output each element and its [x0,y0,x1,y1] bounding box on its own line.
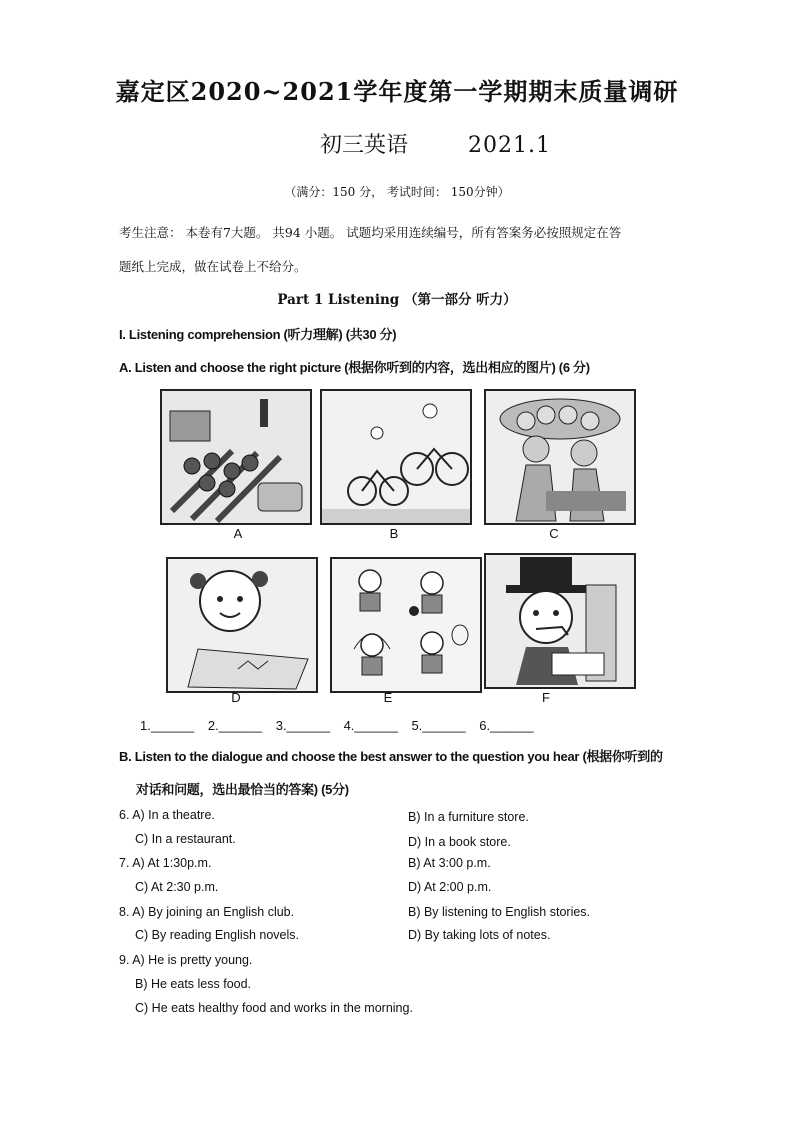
exam-title: 嘉定区2020~2021学年度第一学期期末质量调研 [115,77,679,106]
picture-b-label: B [389,526,399,541]
picture-c-label: C [549,526,559,541]
q9-option-b[interactable]: B) He eats less food. [135,977,252,991]
q7-option-b[interactable]: B) At 3:00 p.m. [408,856,491,870]
bicycle-riders-picture [320,389,472,525]
q9-option-a[interactable]: 9. A) He is pretty young. [119,953,253,967]
blank-3[interactable]: 3.______ [275,718,330,733]
section-i-heading: I. Listening comprehension (听力理解) (共30 分) [119,327,397,342]
exam-date: 2021.1 [468,133,551,158]
notice-line-1: 考生注意： 本卷有7大题。 共94 小题。 试题均采用连续编号，所有答案务必按照规定在答 [119,225,622,240]
q7-option-d[interactable]: D) At 2:00 p.m. [408,880,492,894]
q8-option-d[interactable]: D) By taking lots of notes. [408,928,551,942]
blank-6[interactable]: 6.______ [479,718,534,733]
section-a-heading: A. Listen and choose the right picture (根据你听到的内容，选出相应的图片) (6 分) [119,360,590,375]
girl-drawing-picture [166,557,318,693]
q6-option-c[interactable]: C) In a restaurant. [135,832,236,846]
sherlock-holmes-picture [484,553,636,689]
crosswalk-crowd-picture [160,389,312,525]
q6-option-d[interactable]: D) In a book store. [408,835,511,849]
blank-5[interactable]: 5.______ [411,718,466,733]
picture-f-label: F [542,690,550,705]
blank-4[interactable]: 4.______ [343,718,398,733]
exam-notice [119,216,689,284]
blank-2[interactable]: 2.______ [207,718,263,733]
q9-option-c[interactable]: C) He eats healthy food and works in the morning. [135,1001,413,1015]
answer-blanks [140,718,544,733]
picture-d-label: D [231,690,241,705]
picture-a-label: A [233,526,243,541]
q7-option-a[interactable]: 7. A) At 1:30p.m. [119,856,212,870]
picture-e-label: E [383,690,393,705]
subject-label: 初三英语 [320,133,409,158]
section-b-heading-line1: B. Listen to the dialogue and choose the best answer to the question you hear (根据你听到的 [119,749,663,764]
doctors-surgery-picture [484,389,636,525]
notice-line-2: 题纸上完成，做在试卷上不给分。 [119,259,307,274]
children-sports-picture [330,557,482,693]
score-info: （满分：150 分， 考试时间： 150分钟） [284,185,510,199]
section-b-heading-line2: 对话和问题，选出最恰当的答案) (5分) [136,782,349,797]
exam-subtitle [320,128,551,159]
q8-option-a[interactable]: 8. A) By joining an English club. [119,905,295,919]
q7-option-c[interactable]: C) At 2:30 p.m. [135,880,219,894]
q8-option-b[interactable]: B) By listening to English stories. [408,905,591,919]
q6-option-b[interactable]: B) In a furniture store. [408,810,529,824]
q6-option-a[interactable]: 6. A) In a theatre. [119,808,215,822]
part-heading: Part 1 Listening （第一部分 听力） [277,292,517,308]
blank-1[interactable]: 1.______ [140,718,195,733]
q8-option-c[interactable]: C) By reading English novels. [135,928,299,942]
